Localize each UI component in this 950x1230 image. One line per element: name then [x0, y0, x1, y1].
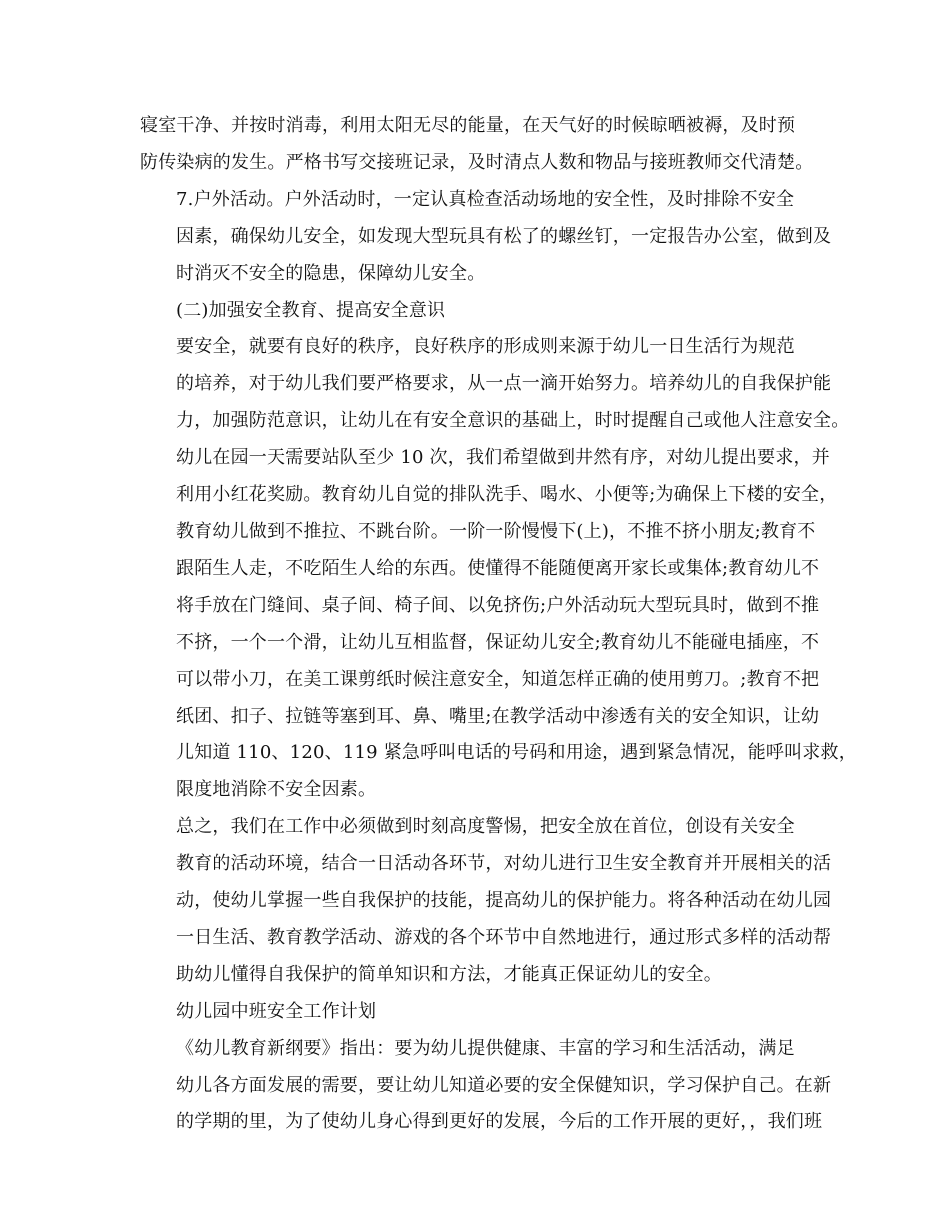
text-line: 纸团、扣子、拉链等塞到耳、鼻、嘴里;在教学活动中渗透有关的安全知识，让幼: [176, 705, 820, 727]
text-line: 《幼儿教育新纲要》指出：要为幼儿提供健康、丰富的学习和生活活动，满足: [176, 1037, 795, 1059]
text-line: 的学期的里，为了使幼儿身心得到更好的发展，今后的工作开展的更好，，我们班: [176, 1111, 823, 1133]
text-line: 时消灭不安全的隐患，保障幼儿安全。: [176, 262, 486, 284]
text-line: 利用小红花奖励。教育幼儿自觉的排队洗手、喝水、小便等;为确保上下楼的安全，: [176, 484, 838, 506]
text-line: 一日生活、教育教学活动、游戏的各个环节中自然地进行，通过形式多样的活动帮: [176, 926, 832, 948]
text-line: 将手放在门缝间、桌子间、椅子间、以免挤伤;户外活动玩大型玩具时，做到不推: [176, 594, 820, 616]
text-line: 不挤，一个一个滑，让幼儿互相监督，保证幼儿安全;教育幼儿不能碰电插座，不: [176, 631, 820, 653]
paragraph: [140, 108, 820, 182]
paragraph: [140, 1031, 832, 1142]
text-line: 力，加强防范意识，让幼儿在有安全意识的基础上，时时提醒自己或他人注意安全。: [176, 410, 850, 432]
paragraph: [140, 329, 857, 809]
text-line: 跟陌生人走，不吃陌生人给的东西。使懂得不能随便离开家长或集体;教育幼儿不: [176, 557, 820, 579]
text-line: 要安全，就要有良好的秩序，良好秩序的形成则来源于幼儿一日生活行为规范: [176, 336, 795, 358]
paragraph: [140, 809, 832, 994]
text-line: 助幼儿懂得自我保护的简单知识和方法，才能真正保证幼儿的安全。: [176, 963, 722, 985]
text-line: 总之，我们在工作中必须做到时刻高度警惕，把安全放在首位，创设有关安全: [176, 816, 795, 838]
document-body: [140, 108, 857, 1141]
text-line: 动，使幼儿掌握一些自我保护的技能，提高幼儿的保护能力。将各种活动在幼儿园: [176, 890, 832, 912]
text-line: 教育幼儿做到不推拉、不跳台阶。一阶一阶慢慢下(上)，不推不挤小朋友;教育不: [176, 520, 816, 542]
text-line: 的培养，对于幼儿我们要严格要求，从一点一滴开始努力。培养幼儿的自我保护能: [176, 373, 832, 395]
text-line: 幼儿各方面发展的需要，要让幼儿知道必要的安全保健知识，学习保护自己。在新: [176, 1074, 832, 1096]
paragraph: [140, 293, 820, 330]
paragraph: [140, 182, 832, 293]
text-line: (二)加强安全教育、提高安全意识: [176, 299, 446, 321]
text-line: 限度地消除不安全因素。: [176, 779, 377, 801]
text-line: 因素，确保幼儿安全，如发现大型玩具有松了的螺丝钉，一定报告办公室，做到及: [176, 225, 832, 247]
text-line: 幼儿园中班安全工作计划: [176, 1000, 377, 1022]
text-line: 幼儿在园一天需要站队至少 10 次，我们希望做到井然有序，对幼儿提出要求，并: [176, 447, 830, 469]
text-line: 儿知道 110、120、119 紧急呼叫电话的号码和用途，遇到紧急情况，能呼叫求救，: [176, 742, 857, 764]
paragraph: [140, 994, 820, 1031]
text-line: 寝室干净、并按时消毒，利用太阳无尽的能量，在天气好的时候晾晒被褥，及时预: [140, 115, 796, 136]
text-line: 教育的活动环境，结合一日活动各环节，对幼儿进行卫生安全教育并开展相关的活: [176, 853, 832, 875]
text-line: 防传染病的发生。严格书写交接班记录，及时清点人数和物品与接班教师交代清楚。: [140, 151, 814, 173]
text-line: 可以带小刀，在美工课剪纸时候注意安全，知道怎样正确的使用剪刀。;教育不把: [176, 668, 820, 690]
text-line: 7.户外活动。户外活动时，一定认真检查活动场地的安全性，及时排除不安全: [176, 188, 795, 210]
